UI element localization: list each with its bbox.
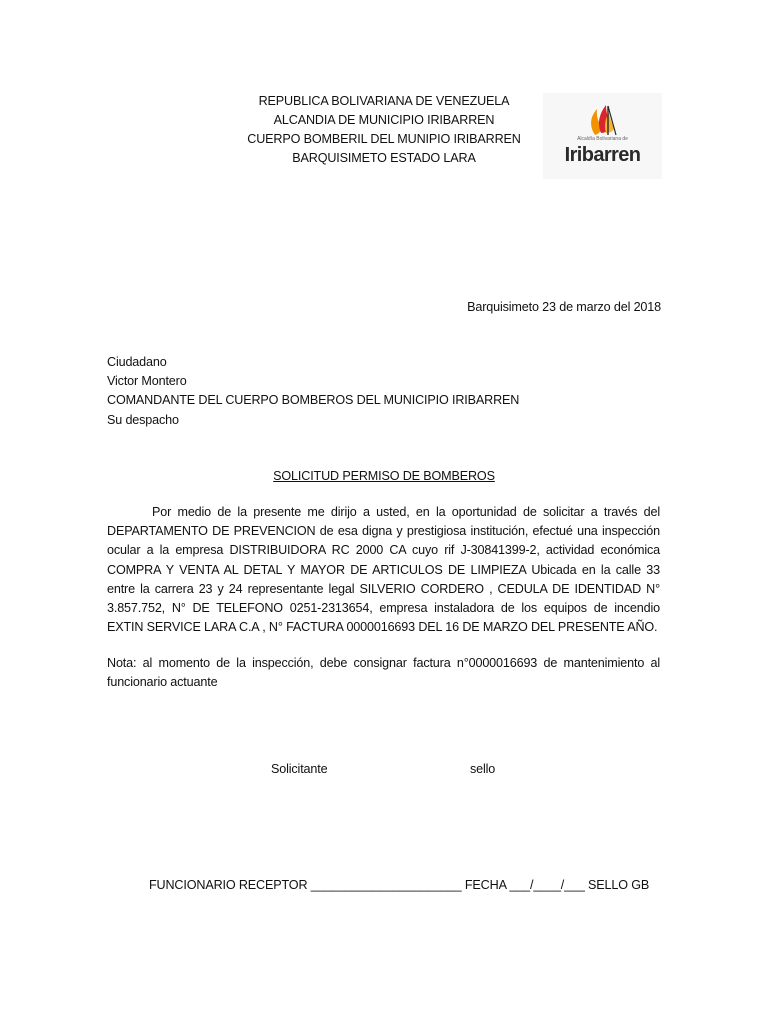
letter-date: Barquisimeto 23 de marzo del 2018 xyxy=(467,300,661,314)
logo-tagline: Alcaldía Bolivariana de xyxy=(577,136,628,142)
recipient-line-2: Victor Montero xyxy=(107,374,187,389)
letterhead-line-1: REPUBLICA BOLIVARIANA DE VENEZUELA xyxy=(258,94,510,108)
sello-label: sello xyxy=(470,762,496,776)
logo-wordmark: Iribarren xyxy=(564,144,641,166)
solicitante-label: Solicitante xyxy=(271,762,328,776)
letterhead xyxy=(200,92,568,168)
letterhead-line-3: CUERPO BOMBERIL DEL MUNIPIO IRIBARREN xyxy=(247,132,521,146)
letterhead-line-2: ALCANDIA DE MUNICIPIO IRIBARREN xyxy=(273,113,495,127)
letter-body: Por medio de la presente me dirijo a usted, en la oportunidad de solicitar a través del DEPARTAMENTO DE PREVENCION de esa digna y prestigiosa institución, efectué una inspección ocular a la empresa DISTRIBUIDORA RC 2000 CA cuyo rif J-30841399-2, actividad económica COMPRA Y VENTA AL DETAL Y MAYOR DE ARTICULOS DE LIMPIEZA Ubicada en la calle 33 entre la carrera 23 y 24 representante legal SILVERIO CORDERO , CEDULA DE IDENTIDAD N° 3.857.752, N° DE TELEFONO 0251-2313654, empresa instaladora de los equipos de incendio EXTIN SERVICE LARA C.A , N° FACTURA 0000016693 DEL 16 DE MARZO DEL PRESENTE AÑO. xyxy=(107,505,660,635)
recipient-line-4: Su despacho xyxy=(107,412,179,427)
iribarren-logo xyxy=(543,93,662,179)
recipient-block xyxy=(107,353,519,430)
recipient-line-1: Ciudadano xyxy=(107,355,167,369)
receptor-footer: FUNCIONARIO RECEPTOR ______________________ FECHA ___/____/___ SELLO GB xyxy=(149,878,650,892)
iribarren-flame-logo-icon xyxy=(543,93,662,137)
letter-note: Nota: al momento de la inspección, debe consignar factura n°0000016693 de mantenimiento al funcionario actuante xyxy=(107,656,660,690)
letterhead-line-4: BARQUISIMETO ESTADO LARA xyxy=(292,151,476,165)
letter-subject: SOLICITUD PERMISO DE BOMBEROS xyxy=(273,469,495,483)
recipient-line-3: COMANDANTE DEL CUERPO BOMBEROS DEL MUNICIPIO IRIBARREN xyxy=(107,393,520,408)
